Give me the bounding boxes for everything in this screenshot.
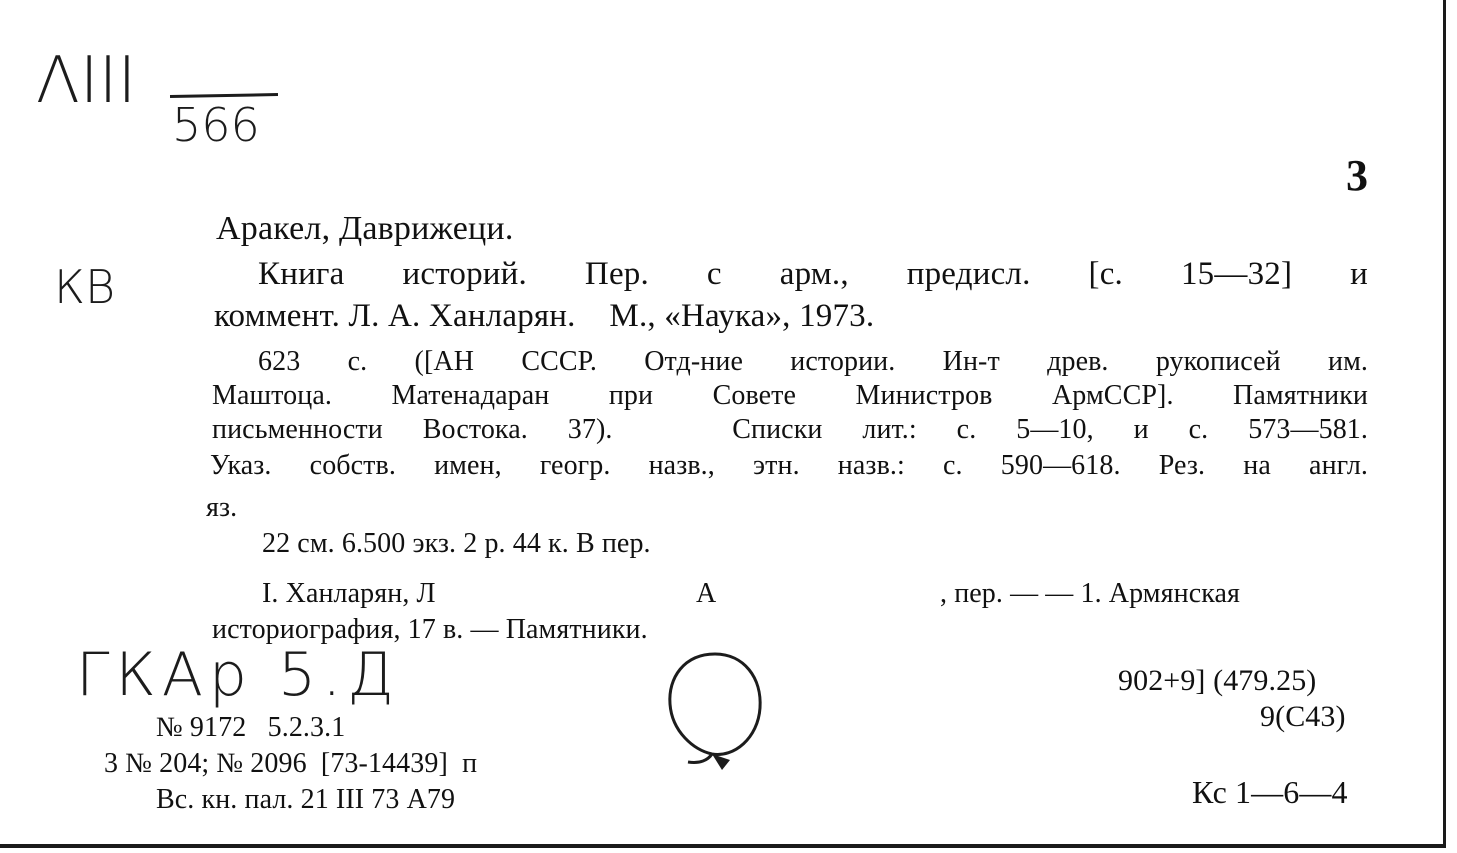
classification-bbk: 9(С43) bbox=[1260, 700, 1346, 733]
stamp-kv: КВ bbox=[54, 260, 116, 314]
registration-line-3: Вс. кн. пал. 21 III 73 А79 bbox=[156, 784, 456, 815]
hand-drawn-loop-icon bbox=[660, 642, 770, 782]
registration-line-1: № 9172 5.2.3.1 bbox=[156, 712, 346, 743]
description-line-3: письменности Востока. 37). Списки лит.: с. 5—10, и с. 573—581. bbox=[212, 414, 1368, 445]
description-line-5: яз. bbox=[206, 492, 238, 523]
description-line-1: 623 с. ([АН СССР. Отд-ние истории. Ин-т древ. рукописей им. bbox=[258, 346, 1368, 377]
title-line-1: Книга историй. Пер. с арм., предисл. [с. 15—32] и bbox=[258, 256, 1368, 292]
format-line: 22 см. 6.500 экз. 2 р. 44 к. В пер. bbox=[262, 528, 651, 559]
tracing-initial: А bbox=[696, 578, 717, 609]
author-heading: Аракел, Даврижеци. bbox=[216, 210, 514, 247]
card-number: 3 bbox=[1346, 151, 1368, 200]
kc-code: Кс 1—6—4 bbox=[1192, 774, 1348, 810]
tracing-name: I. Ханларян, Л bbox=[262, 578, 436, 609]
stamp-gkar: ГКАр 5.Д bbox=[76, 640, 400, 710]
classification-udc: 902+9] (479.25) bbox=[1118, 664, 1317, 697]
registration-line-2: 3 № 204; № 2096 [73-14439] п bbox=[104, 748, 478, 779]
shelfmark-number: 566 bbox=[172, 98, 260, 152]
description-line-2: Маштоца. Матенадаран при Совете Министров АрмССР]. Памятники bbox=[212, 380, 1368, 411]
description-line-4: Указ. собств. имен, геогр. назв., этн. назв.: с. 590—618. Рез. на англ. bbox=[210, 450, 1368, 481]
tracing-line-2: историография, 17 в. — Памятники. bbox=[212, 614, 648, 645]
shelfmark-prefix: ΛIII bbox=[36, 44, 137, 118]
title-line-2: коммент. Л. А. Ханларян. М., «Наука», 1973. bbox=[214, 298, 875, 334]
tracing-subjects: , пер. — — 1. Армянская bbox=[940, 578, 1241, 609]
